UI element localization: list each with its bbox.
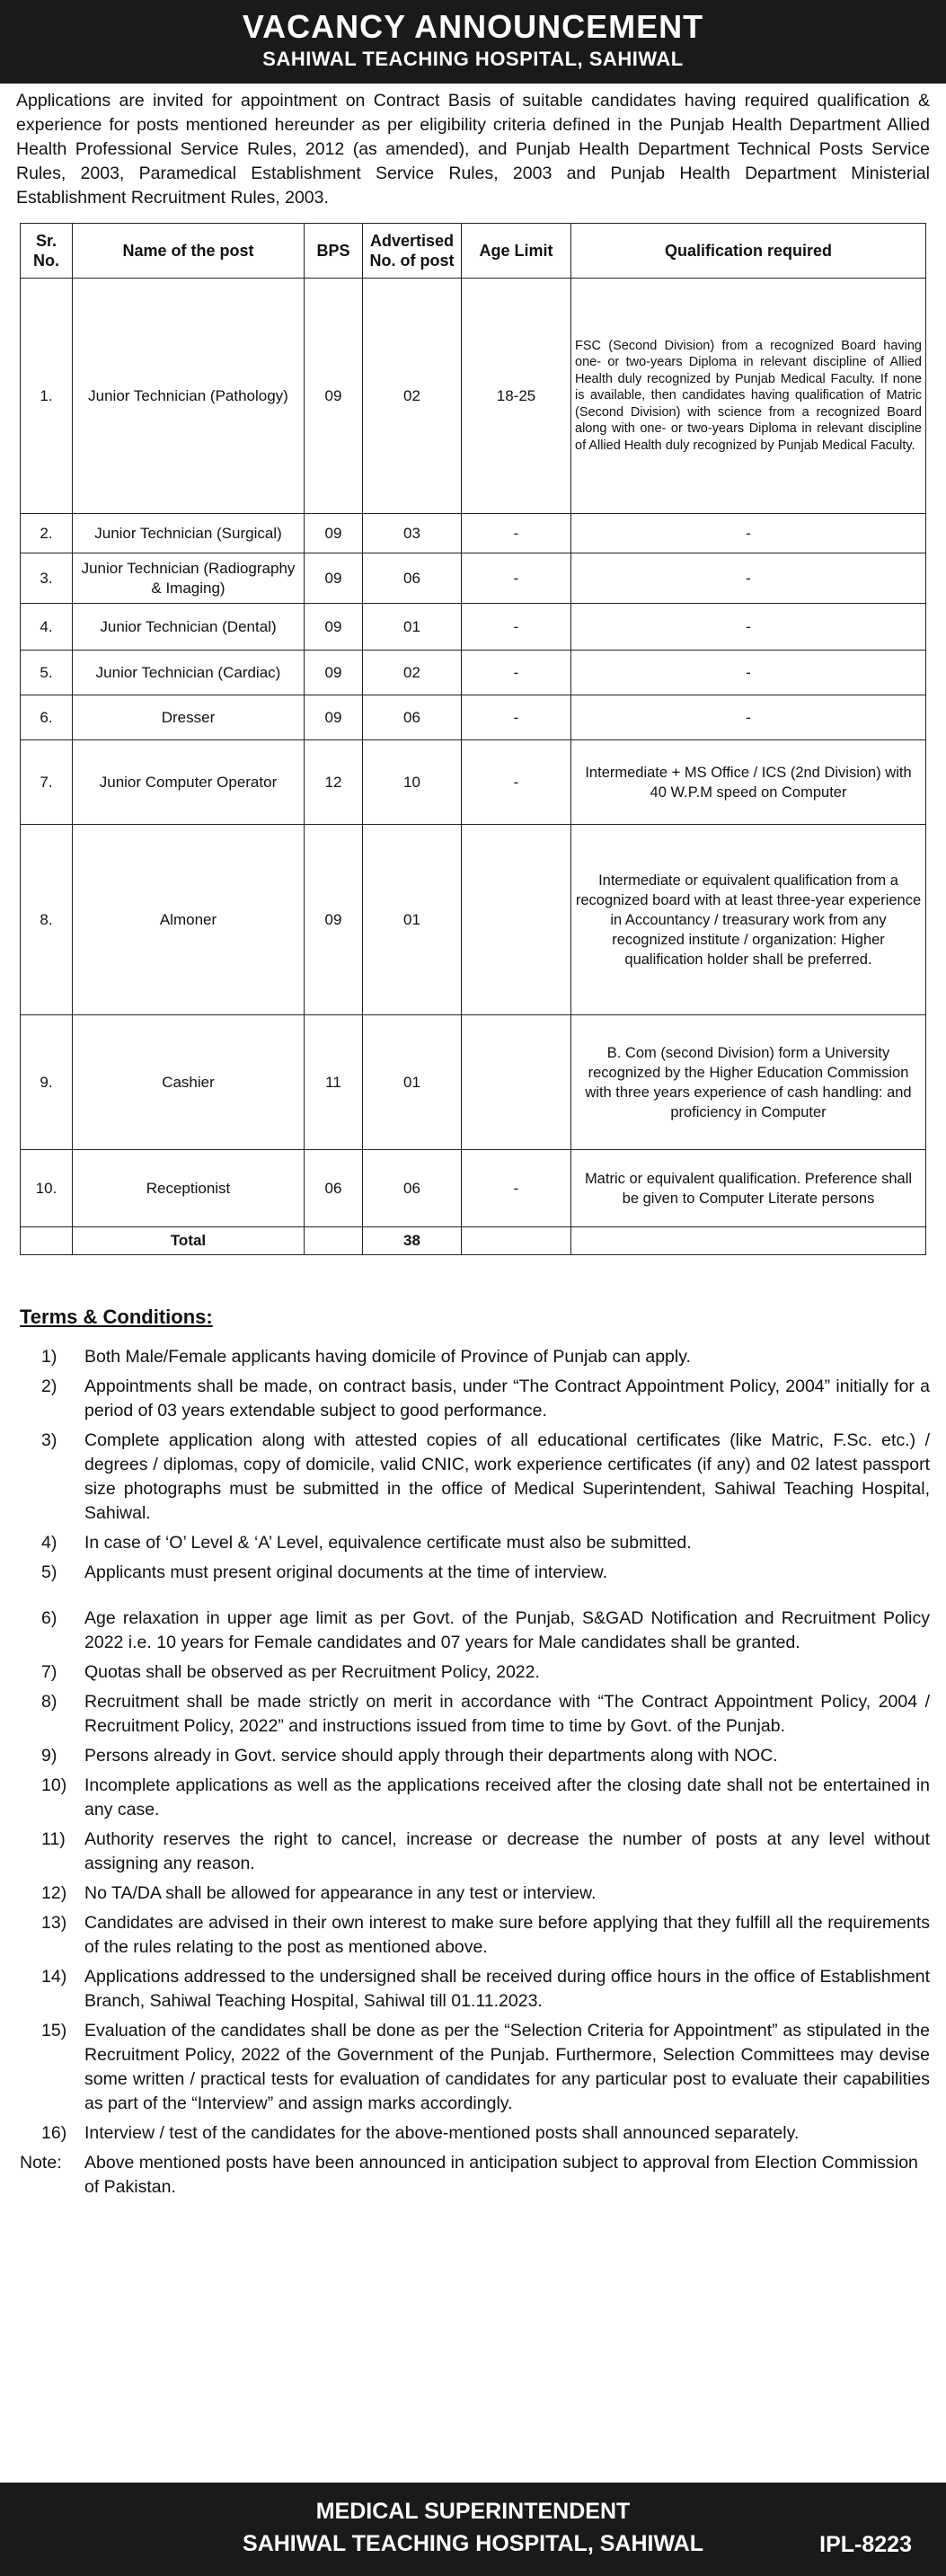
term-item [20, 1345, 930, 1369]
cell-sr: 10. [21, 1150, 73, 1227]
note-label: Note: [20, 2153, 62, 2173]
term-text: Applicants must present original documents at the time of interview. [84, 1562, 608, 1582]
cell-post: Junior Technician (Radiography & Imaging) [73, 553, 305, 604]
term-item [20, 1690, 930, 1739]
cell-sr: 7. [21, 740, 73, 825]
footer-ipl-code: IPL-8223 [819, 2532, 912, 2557]
term-number: 13) [41, 1913, 67, 1933]
term-number: 8) [41, 1692, 57, 1712]
cell-post: Dresser [73, 695, 305, 740]
cell-count: 03 [363, 514, 462, 553]
term-text: Interview / test of the candidates for the above-mentioned posts shall announced separately. [84, 2123, 800, 2143]
cell-bps: 09 [305, 279, 363, 514]
cell-sr: 6. [21, 695, 73, 740]
footer-band [0, 2483, 946, 2576]
cell-bps: 06 [305, 1150, 363, 1227]
table-row [21, 695, 926, 740]
total-row [21, 1227, 926, 1255]
cell-bps: 12 [305, 740, 363, 825]
cell-count: 10 [363, 740, 462, 825]
term-text: In case of ‘O’ Level & ‘A’ Level, equivalence certificate must also be submitted. [84, 1533, 692, 1553]
total-empty-cell [21, 1227, 73, 1255]
table-row [21, 514, 926, 553]
term-number: 5) [41, 1562, 57, 1582]
cell-bps: 09 [305, 514, 363, 553]
term-item [20, 1965, 930, 2014]
table-header-row [21, 224, 926, 279]
cell-qualification: - [571, 695, 926, 740]
cell-bps: 09 [305, 825, 363, 1015]
cell-count: 06 [363, 695, 462, 740]
cell-age: 18-25 [462, 279, 571, 514]
terms-list [20, 1345, 930, 2200]
cell-count: 02 [363, 279, 462, 514]
term-number: 12) [41, 1883, 67, 1903]
cell-count: 01 [363, 1015, 462, 1150]
term-text: Persons already in Govt. service should apply through their departments along with NOC. [84, 1746, 778, 1766]
term-number: 4) [41, 1533, 57, 1553]
cell-qualification: - [571, 604, 926, 651]
cell-age: - [462, 1150, 571, 1227]
intro-paragraph: Applications are invited for appointment on Contract Basis of suitable candidates having required qualification & experience for posts mentioned hereunder as per eligibility criteria defined in the Punjab Health Department Allied Health Professional Service Rules, 2012 (as amended), and Punjab Health Department Technical Posts Service Rules, 2003, Paramedical Establishment Service Rules, 2003 and Punjab Health Department Ministerial Establishment Recruitment Rules, 2003. [16, 91, 930, 208]
cell-sr: 8. [21, 825, 73, 1015]
term-number: 6) [41, 1608, 57, 1628]
term-item [20, 1828, 930, 1876]
term-text: Applications addressed to the undersigned shall be received during office hours in the office of Establishment Branch, Sahiwal Teaching Hospital, Sahiwal till 01.11.2023. [84, 1967, 930, 2011]
cell-post: Junior Technician (Surgical) [73, 514, 305, 553]
note [20, 2151, 930, 2200]
note-text: Above mentioned posts have been announced in anticipation subject to approval from Election Commission of Pakistan. [84, 2153, 918, 2197]
cell-qualification: - [571, 651, 926, 695]
posts-table [20, 223, 926, 1255]
term-number: 10) [41, 1775, 67, 1795]
cell-count: 01 [363, 825, 462, 1015]
term-item [20, 1561, 930, 1585]
cell-sr: 5. [21, 651, 73, 695]
footer-signatory: MEDICAL SUPERINTENDENT [315, 2499, 631, 2524]
term-text: Quotas shall be observed as per Recruitment Policy, 2022. [84, 1662, 540, 1682]
term-number: 2) [41, 1377, 57, 1396]
term-item [20, 1531, 930, 1555]
term-text: Both Male/Female applicants having domicile of Province of Punjab can apply. [84, 1347, 691, 1367]
cell-age: - [462, 740, 571, 825]
term-text: No TA/DA shall be allowed for appearance in any test or interview. [84, 1883, 597, 1903]
cell-sr: 3. [21, 553, 73, 604]
table-row [21, 740, 926, 825]
cell-bps: 11 [305, 1015, 363, 1150]
header-advertised: Advertised No. of post [363, 224, 462, 279]
term-text: Recruitment shall be made strictly on merit in accordance with “The Contract Appointment Policy, 2004 / Recruitment Policy, 2022” and instructions issued from time to time by Govt. of the Punjab. [84, 1692, 930, 1736]
term-text: Authority reserves the right to cancel, increase or decrease the number of posts at any level without assigning any reason. [84, 1829, 930, 1873]
header-sr-no: Sr. No. [21, 224, 73, 279]
term-number: 7) [41, 1662, 57, 1682]
total-label: Total [73, 1227, 305, 1255]
cell-qualification: B. Com (second Division) form a University recognized by the Higher Education Commission with three years experience of cash handling: and proficiency in Computer [571, 1015, 926, 1150]
total-empty-cell [571, 1227, 926, 1255]
table-row [21, 651, 926, 695]
cell-post: Almoner [73, 825, 305, 1015]
table-row [21, 1015, 926, 1150]
table-row [21, 279, 926, 514]
cell-age [462, 825, 571, 1015]
cell-bps: 09 [305, 553, 363, 604]
cell-post: Junior Technician (Pathology) [73, 279, 305, 514]
header-qualification: Qualification required [571, 224, 926, 279]
header-band [0, 0, 946, 84]
cell-age: - [462, 651, 571, 695]
term-item [20, 2121, 930, 2146]
cell-bps: 09 [305, 695, 363, 740]
cell-sr: 4. [21, 604, 73, 651]
cell-count: 06 [363, 1150, 462, 1227]
total-empty-cell [462, 1227, 571, 1255]
table-row [21, 553, 926, 604]
cell-post: Cashier [73, 1015, 305, 1150]
header-post-name: Name of the post [73, 224, 305, 279]
cell-count: 06 [363, 553, 462, 604]
term-item [20, 1375, 930, 1423]
term-number: 11) [41, 1829, 66, 1849]
term-number: 9) [41, 1746, 57, 1766]
term-number: 15) [41, 2021, 67, 2040]
term-number: 1) [41, 1347, 57, 1367]
term-number: 16) [41, 2123, 67, 2143]
cell-age: - [462, 604, 571, 651]
cell-sr: 1. [21, 279, 73, 514]
cell-age: - [462, 514, 571, 553]
header-subtitle: SAHIWAL TEACHING HOSPITAL, SAHIWAL [262, 48, 684, 70]
header-title: VACANCY ANNOUNCEMENT [242, 8, 704, 45]
total-value: 38 [363, 1227, 462, 1255]
total-empty-cell [305, 1227, 363, 1255]
cell-qualification: - [571, 514, 926, 553]
cell-bps: 09 [305, 604, 363, 651]
cell-age: - [462, 695, 571, 740]
table-row [21, 604, 926, 651]
term-item [20, 2019, 930, 2116]
cell-sr: 2. [21, 514, 73, 553]
term-number: 14) [41, 1967, 67, 1987]
cell-post: Junior Computer Operator [73, 740, 305, 825]
cell-age: - [462, 553, 571, 604]
cell-bps: 09 [305, 651, 363, 695]
cell-qualification: Intermediate + MS Office / ICS (2nd Division) with 40 W.P.M speed on Computer [571, 740, 926, 825]
term-text: Incomplete applications as well as the applications received after the closing date shall not be entertained in any case. [84, 1775, 930, 1819]
footer-hospital: SAHIWAL TEACHING HOSPITAL, SAHIWAL [243, 2531, 703, 2556]
term-item [20, 1607, 930, 1655]
cell-age [462, 1015, 571, 1150]
cell-post: Receptionist [73, 1150, 305, 1227]
cell-post: Junior Technician (Cardiac) [73, 651, 305, 695]
cell-qualification: - [571, 553, 926, 604]
term-text: Age relaxation in upper age limit as per Govt. of the Punjab, S&GAD Notification and Recruitment Policy 2022 i.e. 10 years for Female candidates and 07 years for Male candidates shall be granted. [84, 1608, 930, 1652]
cell-qualification: Intermediate or equivalent qualification from a recognized board with at least three-year experience in Accountancy / treasurary work from any recognized institute / organization: Higher qualification holder shall be preferred. [571, 825, 926, 1015]
terms-heading: Terms & Conditions: [20, 1306, 213, 1328]
term-text: Appointments shall be made, on contract basis, under “The Contract Appointment Policy, 2004” initially for a period of 03 years extendable subject to good performance. [84, 1377, 930, 1421]
term-text: Evaluation of the candidates shall be done as per the “Selection Criteria for Appointment” as stipulated in the Recruitment Policy, 2022 of the Government of the Punjab. Furthermore, Selection Committees may devise some written / practical tests for evaluation of candidates for any particular post to evaluate their capabilities as part of the “Interview” and assign marks accordingly. [84, 2021, 930, 2113]
term-text: Complete application along with attested copies of all educational certificates (like Matric, F.Sc. etc.) / degrees / diplomas, copy of domicile, valid CNIC, work experience certificates (if any) and 02 latest passport size photographs must be submitted in the office of Medical Superintendent, Sahiwal Teaching Hospital, Sahiwal. [84, 1430, 930, 1523]
cell-count: 02 [363, 651, 462, 695]
cell-sr: 9. [21, 1015, 73, 1150]
cell-count: 01 [363, 604, 462, 651]
term-item [20, 1429, 930, 1526]
header-age-limit: Age Limit [462, 224, 571, 279]
term-item [20, 1774, 930, 1822]
term-item [20, 1911, 930, 1960]
term-text: Candidates are advised in their own interest to make sure before applying that they fulfill all the requirements of the rules relating to the post as mentioned above. [84, 1913, 930, 1957]
cell-qualification: Matric or equivalent qualification. Preference shall be given to Computer Literate persons [571, 1150, 926, 1227]
cell-post: Junior Technician (Dental) [73, 604, 305, 651]
term-number: 3) [41, 1430, 57, 1450]
header-bps: BPS [305, 224, 363, 279]
table-row [21, 825, 926, 1015]
table-row [21, 1150, 926, 1227]
term-item [20, 1744, 930, 1768]
term-item [20, 1660, 930, 1685]
term-item [20, 1881, 930, 1906]
cell-qualification: FSC (Second Division) from a recognized Board having one- or two-years Diploma in relevant discipline of Allied Health duly recognized by Punjab Medical Faculty. If none is available, then candidates having qualification of Matric (Second Division) with science from a recognized Board along with one- or two-years Diploma in relevant discipline of Allied Health duly recognized by Punjab Medical Faculty. [571, 279, 926, 514]
